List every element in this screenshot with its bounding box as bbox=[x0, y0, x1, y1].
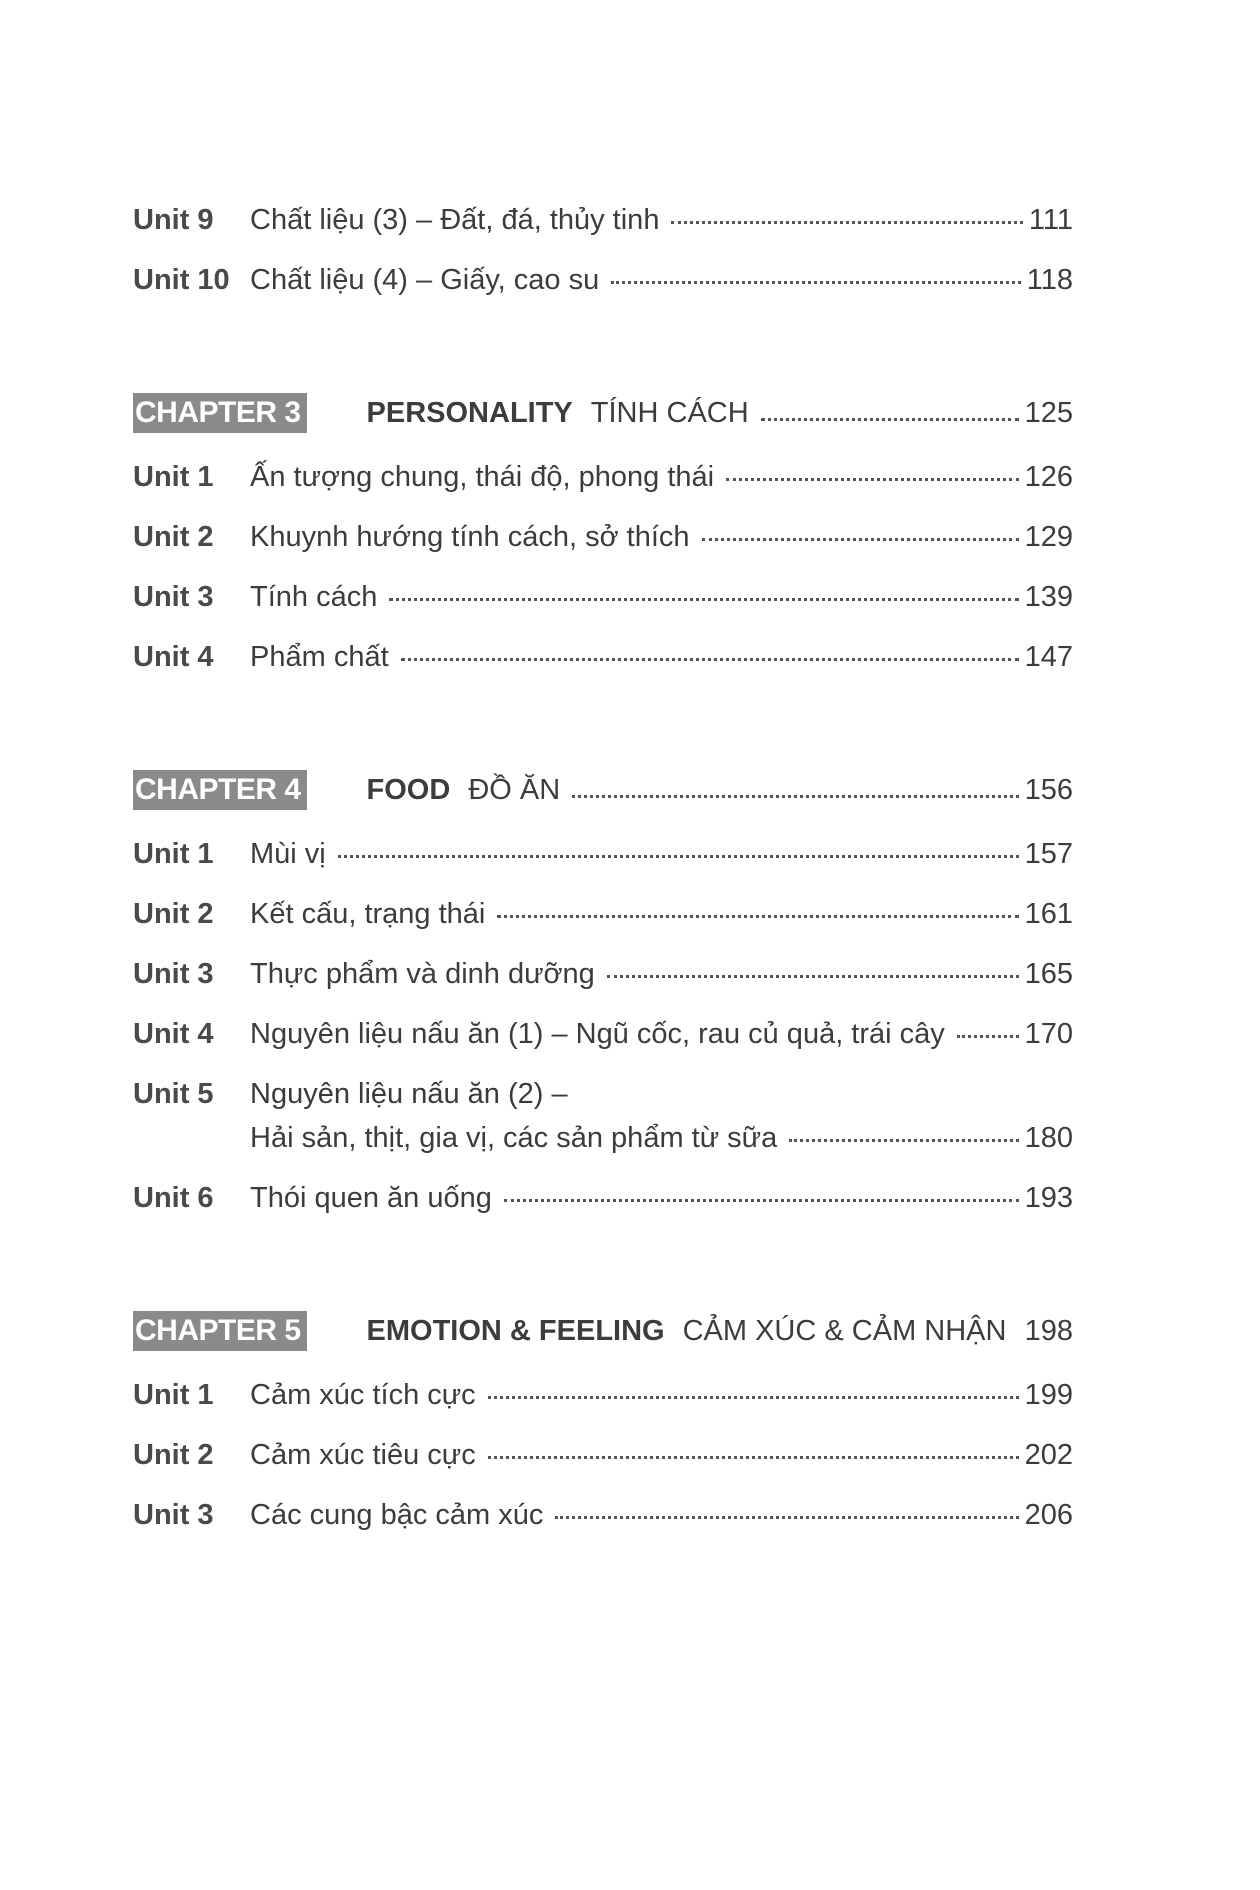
unit-label: Unit 4 bbox=[133, 641, 214, 673]
dot-leader bbox=[338, 855, 1019, 858]
dot-leader bbox=[488, 1396, 1019, 1399]
unit-label: Unit 2 bbox=[133, 1439, 214, 1471]
unit-label: Unit 4 bbox=[133, 1018, 214, 1050]
toc-entry[interactable] bbox=[133, 944, 1073, 1004]
chapter-title-en: EMOTION & FEELING bbox=[366, 1314, 665, 1347]
entry-title: Thực phẩm và dinh dưỡng bbox=[250, 958, 595, 990]
chapter-title-vi: ĐỒ ĂN bbox=[468, 773, 561, 806]
unit-label: Unit 5 bbox=[133, 1078, 214, 1110]
page-number: 198 bbox=[1024, 1314, 1073, 1347]
page-number: 139 bbox=[1024, 581, 1073, 613]
page-number: 193 bbox=[1024, 1182, 1073, 1214]
entry-title: Cảm xúc tiêu cực bbox=[250, 1439, 476, 1471]
unit-label: Unit 1 bbox=[133, 1379, 214, 1411]
dot-leader bbox=[555, 1516, 1018, 1519]
page-number: 129 bbox=[1024, 521, 1073, 553]
unit-label: Unit 1 bbox=[133, 461, 214, 493]
chapter-badge: CHAPTER 3 bbox=[133, 393, 307, 433]
dot-leader bbox=[671, 221, 1022, 224]
entry-title: Cảm xúc tích cực bbox=[250, 1379, 476, 1411]
page-number: 202 bbox=[1024, 1439, 1073, 1471]
toc-entry[interactable] bbox=[133, 1365, 1073, 1425]
entry-title: Ấn tượng chung, thái độ, phong thái bbox=[250, 461, 715, 493]
entry-title-line-2-row bbox=[250, 1108, 1073, 1168]
entry-title-line-2: Hải sản, thịt, gia vị, các sản phẩm từ sữa bbox=[250, 1122, 778, 1154]
table-of-contents bbox=[133, 190, 1073, 1545]
entry-title: Khuynh hướng tính cách, sở thích bbox=[250, 521, 690, 553]
dot-leader bbox=[488, 1456, 1019, 1459]
page-number: 206 bbox=[1024, 1499, 1073, 1531]
page-number: 157 bbox=[1024, 838, 1073, 870]
toc-entry[interactable] bbox=[133, 824, 1073, 884]
entry-title-multiline bbox=[250, 1064, 1073, 1168]
unit-label: Unit 1 bbox=[133, 838, 214, 870]
page-number: 180 bbox=[1024, 1122, 1073, 1154]
entry-title: Thói quen ăn uống bbox=[250, 1182, 492, 1214]
dot-leader bbox=[607, 975, 1019, 978]
toc-entry[interactable] bbox=[133, 1168, 1073, 1228]
page-number: 156 bbox=[1024, 773, 1073, 806]
page-number: 199 bbox=[1024, 1379, 1073, 1411]
entry-title: Mùi vị bbox=[250, 838, 326, 870]
unit-label: Unit 6 bbox=[133, 1182, 214, 1214]
dot-leader bbox=[702, 538, 1019, 541]
toc-entry[interactable] bbox=[133, 567, 1073, 627]
dot-leader bbox=[957, 1035, 1019, 1038]
entry-title: Kết cấu, trạng thái bbox=[250, 898, 486, 930]
dot-leader bbox=[726, 478, 1019, 481]
dot-leader bbox=[572, 795, 1018, 798]
entry-title: Các cung bậc cảm xúc bbox=[250, 1499, 544, 1531]
chapter-title-vi: CẢM XÚC & CẢM NHẬN bbox=[682, 1314, 1007, 1347]
dot-leader bbox=[389, 598, 1018, 601]
toc-entry-unit-9[interactable] bbox=[133, 190, 1073, 250]
entry-title: Nguyên liệu nấu ăn (1) – Ngũ cốc, rau củ quả, trái cây bbox=[250, 1018, 945, 1050]
chapter-5-heading[interactable] bbox=[133, 1301, 1073, 1361]
entry-title: Phẩm chất bbox=[250, 641, 389, 673]
toc-entry[interactable] bbox=[133, 627, 1073, 687]
chapter-title-en: FOOD bbox=[366, 773, 451, 806]
unit-label: Unit 3 bbox=[133, 581, 214, 613]
chapter-title-en: PERSONALITY bbox=[366, 396, 573, 429]
page-number: 147 bbox=[1024, 641, 1073, 673]
page-number: 126 bbox=[1024, 461, 1073, 493]
unit-label: Unit 2 bbox=[133, 898, 214, 930]
toc-entry[interactable] bbox=[133, 1004, 1073, 1064]
chapter-badge: CHAPTER 5 bbox=[133, 1311, 307, 1351]
chapter-3-heading[interactable] bbox=[133, 383, 1073, 443]
unit-label: Unit 10 bbox=[133, 264, 230, 296]
page-number: 170 bbox=[1024, 1018, 1073, 1050]
dot-leader bbox=[789, 1139, 1018, 1142]
entry-title-line-1: Nguyên liệu nấu ăn (2) – bbox=[250, 1078, 568, 1110]
toc-entry[interactable] bbox=[133, 1064, 1073, 1168]
dot-leader bbox=[497, 915, 1018, 918]
page-number: 165 bbox=[1024, 958, 1073, 990]
entry-title: Tính cách bbox=[250, 581, 378, 613]
page-number: 111 bbox=[1028, 204, 1073, 236]
toc-entry[interactable] bbox=[133, 1425, 1073, 1485]
chapter-4-heading[interactable] bbox=[133, 760, 1073, 820]
chapter-title-vi: TÍNH CÁCH bbox=[590, 396, 749, 429]
toc-entry[interactable] bbox=[133, 507, 1073, 567]
page-number: 125 bbox=[1024, 396, 1073, 429]
dot-leader bbox=[401, 658, 1019, 661]
toc-entry[interactable] bbox=[133, 1485, 1073, 1545]
entry-title: Chất liệu (3) – Đất, đá, thủy tinh bbox=[250, 204, 660, 236]
toc-entry[interactable] bbox=[133, 447, 1073, 507]
dot-leader bbox=[504, 1199, 1019, 1202]
page-number: 161 bbox=[1024, 898, 1073, 930]
chapter-badge: CHAPTER 4 bbox=[133, 770, 307, 810]
page-number: 118 bbox=[1026, 264, 1073, 296]
entry-title: Chất liệu (4) – Giấy, cao su bbox=[250, 264, 600, 296]
unit-label: Unit 3 bbox=[133, 958, 214, 990]
dot-leader bbox=[611, 281, 1021, 284]
unit-label: Unit 3 bbox=[133, 1499, 214, 1531]
dot-leader bbox=[761, 418, 1019, 421]
toc-entry-unit-10[interactable] bbox=[133, 250, 1073, 310]
unit-label: Unit 9 bbox=[133, 204, 214, 236]
unit-label: Unit 2 bbox=[133, 521, 214, 553]
toc-entry[interactable] bbox=[133, 884, 1073, 944]
